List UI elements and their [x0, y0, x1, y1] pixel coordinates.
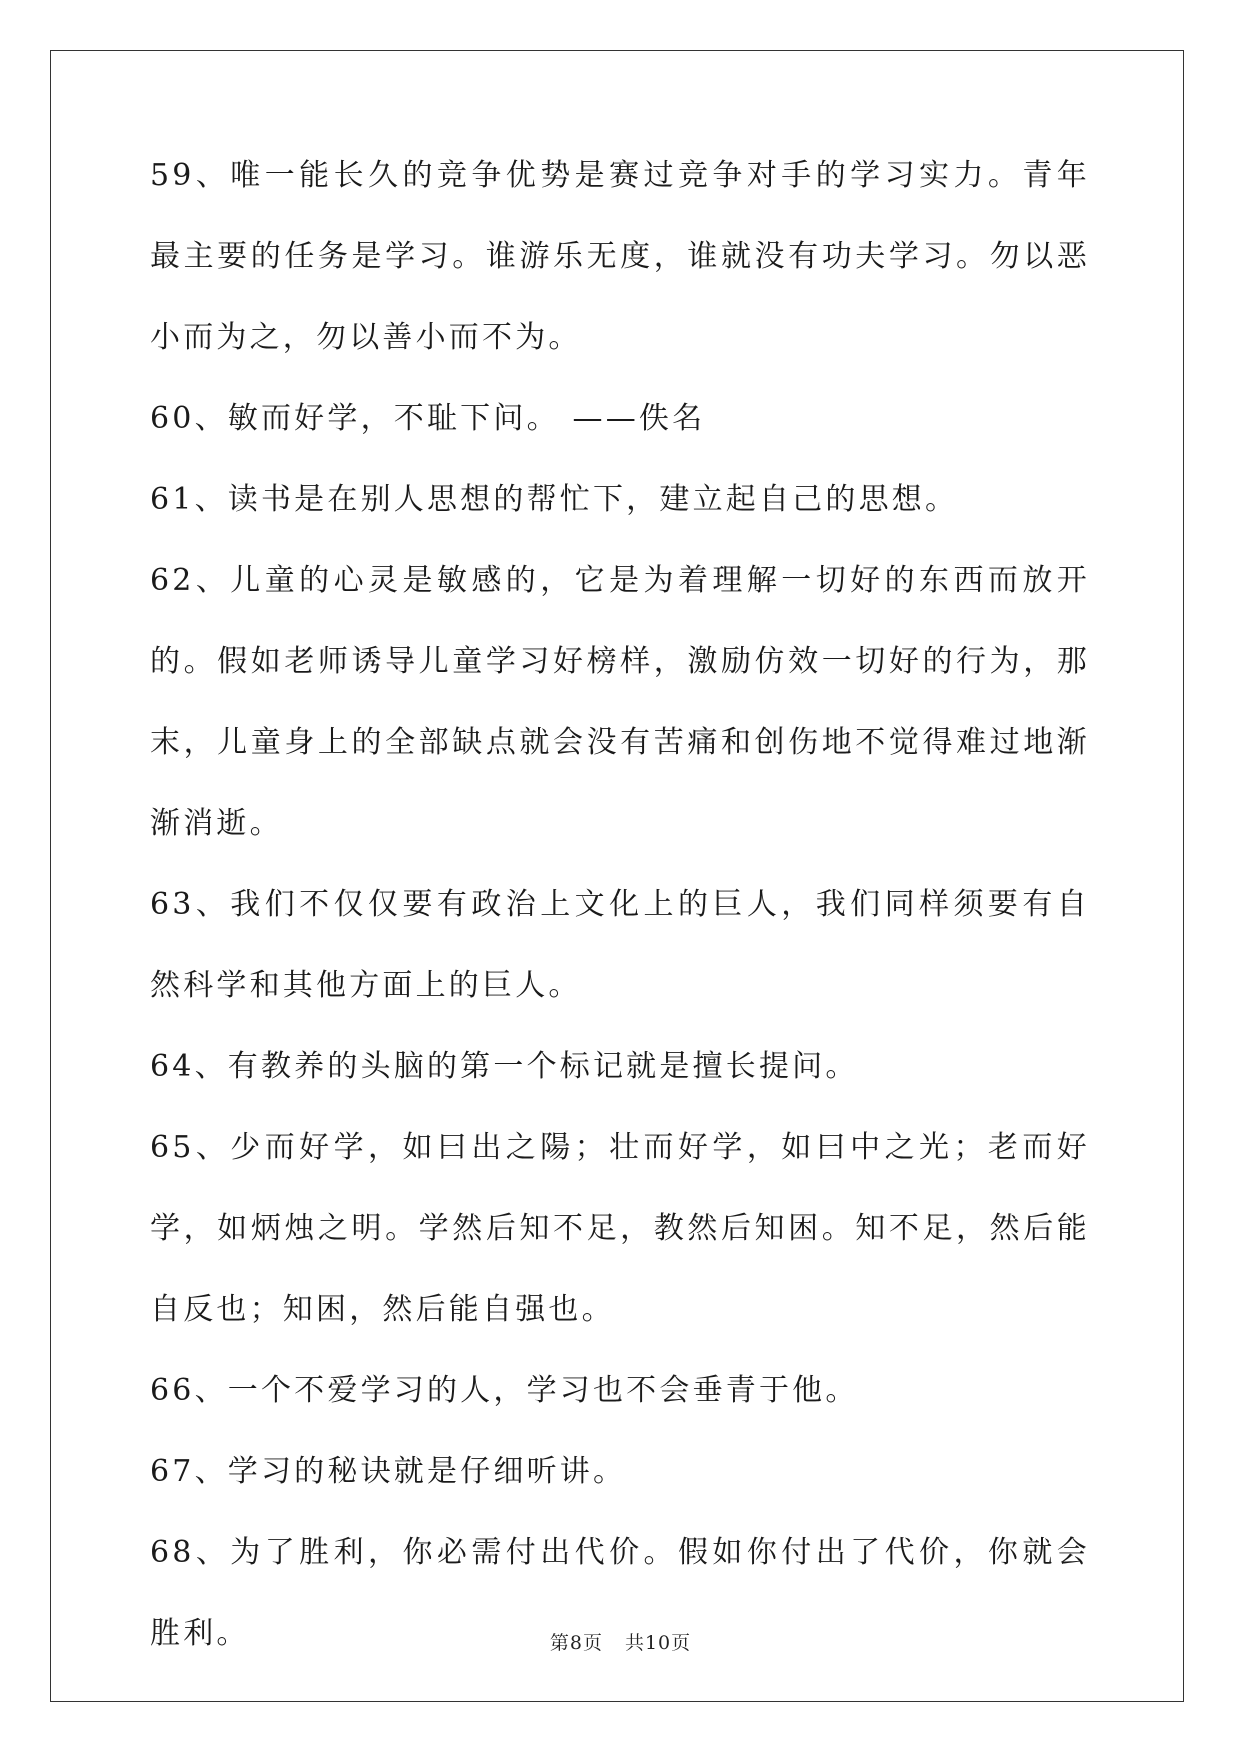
document-body — [150, 158, 1090, 1701]
quote-entry-65: 65、少而好学，如曰出之陽；壮而好学，如曰中之光；老而好学，如炳烛之明。学然后知不足，教然后知困。知不足，然后能自反也；知困，然后能自强也。 — [150, 1130, 1090, 1327]
total-pages-label: 共10页 — [624, 1632, 692, 1654]
quote-entry-61: 61、读书是在别人思想的帮忙下，建立起自己的思想。 — [150, 482, 959, 517]
quote-entry-66: 66、一个不爱学习的人，学习也不会垂青于他。 — [150, 1373, 859, 1408]
quote-entry-59: 59、唯一能长久的竞争优势是赛过竞争对手的学习实力。青年最主要的任务是学习。谁游乐无度，谁就没有功夫学习。勿以恶小而为之，勿以善小而不为。 — [150, 158, 1090, 355]
current-page-label: 第8页 — [549, 1632, 603, 1654]
quote-entry-62: 62、儿童的心灵是敏感的，它是为着理解一切好的东西而放开的。假如老师诱导儿童学习好榜样，激励仿效一切好的行为，那末，儿童身上的全部缺点就会没有苦痛和创伤地不觉得难过地渐渐消逝。 — [150, 563, 1090, 841]
quote-entry-68: 68、为了胜利，你必需付出代价。假如你付出了代价，你就会胜利。 — [150, 1535, 1090, 1651]
quote-entry-64: 64、有教养的头脑的第一个标记就是擅长提问。 — [150, 1049, 859, 1084]
quote-entry-67: 67、学习的秘诀就是仔细听讲。 — [150, 1454, 627, 1489]
page-footer — [0, 1628, 1241, 1655]
quote-entry-60: 60、敏而好学，不耻下问。 ——佚名 — [150, 401, 706, 436]
quote-entry-63: 63、我们不仅仅要有政治上文化上的巨人，我们同样须要有自然科学和其他方面上的巨人。 — [150, 887, 1090, 1003]
